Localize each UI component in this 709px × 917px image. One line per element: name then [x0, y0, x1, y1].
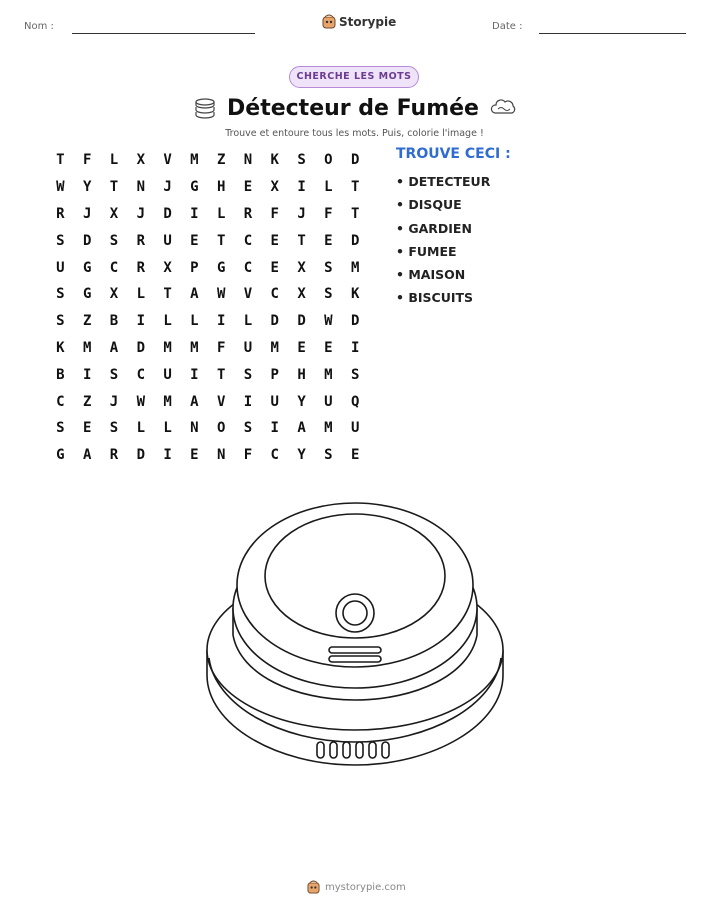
grid-letter[interactable]: S: [56, 313, 65, 330]
grid-letter[interactable]: E: [243, 179, 253, 196]
grid-letter[interactable]: L: [216, 205, 226, 222]
grid-letter[interactable]: U: [243, 339, 253, 356]
grid-letter[interactable]: S: [109, 366, 119, 383]
grid-letter[interactable]: J: [297, 205, 306, 222]
grid-letter[interactable]: M: [190, 339, 199, 356]
grid-letter[interactable]: J: [109, 393, 119, 410]
storypie-logo-icon: [322, 14, 336, 30]
grid-letter[interactable]: Q: [350, 393, 360, 410]
grid-letter[interactable]: C: [243, 232, 253, 249]
grid-letter[interactable]: G: [82, 259, 92, 276]
grid-letter[interactable]: E: [270, 259, 279, 276]
grid-letter[interactable]: N: [136, 179, 145, 196]
grid-letter[interactable]: W: [216, 286, 226, 303]
grid-letter[interactable]: T: [163, 286, 172, 303]
grid-letter[interactable]: R: [109, 447, 119, 464]
grid-letter[interactable]: Y: [297, 393, 306, 410]
grid-letter[interactable]: L: [243, 313, 253, 330]
grid-letter[interactable]: T: [109, 179, 119, 196]
date-label: Date :: [492, 21, 523, 32]
grid-letter[interactable]: U: [163, 232, 172, 249]
grid-letter[interactable]: X: [270, 179, 279, 196]
grid-letter[interactable]: A: [190, 393, 199, 410]
grid-letter[interactable]: L: [324, 179, 333, 196]
grid-letter[interactable]: M: [82, 339, 92, 356]
grid-letter[interactable]: R: [56, 205, 65, 222]
grid-letter[interactable]: M: [163, 393, 172, 410]
grid-letter[interactable]: S: [109, 420, 119, 437]
grid-letter[interactable]: Z: [82, 313, 92, 330]
grid-letter[interactable]: X: [109, 205, 119, 222]
grid-letter[interactable]: B: [109, 313, 119, 330]
grid-letter[interactable]: S: [109, 232, 119, 249]
grid-letter[interactable]: I: [163, 447, 172, 464]
grid-letter[interactable]: K: [56, 339, 65, 356]
grid-letter[interactable]: R: [136, 259, 145, 276]
grid-letter[interactable]: U: [324, 393, 333, 410]
grid-letter[interactable]: O: [216, 420, 226, 437]
grid-letter[interactable]: E: [324, 232, 333, 249]
grid-letter[interactable]: J: [136, 205, 145, 222]
grid-letter[interactable]: C: [56, 393, 65, 410]
grid-row: [47, 281, 369, 308]
grid-letter[interactable]: X: [297, 286, 306, 303]
grid-letter[interactable]: I: [216, 313, 226, 330]
grid-letter[interactable]: S: [56, 232, 65, 249]
grid-letter[interactable]: S: [243, 420, 253, 437]
grid-letter[interactable]: X: [163, 259, 172, 276]
grid-letter[interactable]: O: [324, 152, 333, 169]
word-list-item: • MAISON: [396, 267, 466, 283]
grid-row: [47, 254, 369, 281]
word-list: [396, 170, 490, 310]
grid-letter[interactable]: D: [136, 447, 145, 464]
grid-letter[interactable]: M: [350, 259, 360, 276]
grid-letter[interactable]: G: [82, 286, 92, 303]
grid-letter[interactable]: U: [56, 259, 65, 276]
grid-letter[interactable]: F: [243, 447, 253, 464]
grid-letter[interactable]: D: [297, 313, 306, 330]
grid-letter[interactable]: G: [216, 259, 226, 276]
brand-name: Storypie: [339, 15, 397, 29]
footer: [307, 880, 406, 895]
grid-letter[interactable]: J: [82, 205, 92, 222]
grid-letter[interactable]: M: [324, 366, 333, 383]
grid-letter[interactable]: N: [216, 447, 226, 464]
grid-letter[interactable]: F: [82, 152, 92, 169]
grid-letter[interactable]: J: [163, 179, 172, 196]
grid-letter[interactable]: E: [270, 232, 279, 249]
grid-letter[interactable]: B: [56, 366, 65, 383]
page-title: Détecteur de Fumée: [227, 95, 479, 121]
grid-letter[interactable]: X: [109, 286, 119, 303]
grid-letter[interactable]: S: [56, 420, 65, 437]
word-search-grid: [47, 147, 369, 469]
grid-row: [47, 335, 369, 362]
storypie-logo-icon: [307, 880, 320, 895]
grid-letter[interactable]: G: [190, 179, 199, 196]
grid-letter[interactable]: L: [163, 313, 172, 330]
grid-row: [47, 201, 369, 228]
footer-url: mystorypie.com: [325, 882, 406, 893]
grid-letter[interactable]: I: [243, 393, 253, 410]
name-label: Nom :: [24, 21, 54, 32]
grid-letter[interactable]: E: [82, 420, 92, 437]
title-row: [180, 92, 530, 124]
grid-letter[interactable]: L: [190, 313, 199, 330]
grid-letter[interactable]: T: [350, 179, 360, 196]
grid-letter[interactable]: D: [350, 232, 360, 249]
grid-row: [47, 147, 369, 174]
grid-letter[interactable]: K: [350, 286, 360, 303]
brand-logo: [322, 14, 396, 30]
grid-letter[interactable]: P: [190, 259, 199, 276]
grid-letter[interactable]: A: [190, 286, 199, 303]
grid-row: [47, 361, 369, 388]
grid-letter[interactable]: W: [136, 393, 145, 410]
grid-letter[interactable]: U: [163, 366, 172, 383]
grid-letter[interactable]: T: [350, 205, 360, 222]
grid-letter[interactable]: X: [297, 259, 306, 276]
grid-letter[interactable]: L: [136, 286, 145, 303]
grid-letter[interactable]: V: [163, 152, 172, 169]
smoke-detector-illustration: [195, 490, 515, 780]
grid-letter[interactable]: H: [216, 179, 226, 196]
grid-letter[interactable]: C: [243, 259, 253, 276]
grid-letter[interactable]: I: [136, 313, 145, 330]
grid-letter[interactable]: V: [243, 286, 253, 303]
grid-letter[interactable]: E: [190, 232, 199, 249]
word-list-item: • DETECTEUR: [396, 174, 491, 189]
grid-letter[interactable]: I: [82, 366, 92, 383]
grid-letter[interactable]: R: [243, 205, 253, 222]
grid-letter[interactable]: Z: [82, 393, 92, 410]
grid-letter[interactable]: T: [216, 232, 226, 249]
grid-letter[interactable]: D: [350, 152, 360, 169]
grid-letter[interactable]: E: [297, 339, 306, 356]
grid-letter[interactable]: F: [216, 339, 226, 356]
grid-letter[interactable]: T: [297, 232, 306, 249]
grid-letter[interactable]: E: [324, 339, 333, 356]
category-badge: CHERCHE LES MOTS: [289, 66, 419, 88]
grid-letter[interactable]: P: [270, 366, 279, 383]
word-list-item: • FUMEE: [396, 243, 457, 259]
grid-letter[interactable]: M: [190, 152, 199, 169]
grid-letter[interactable]: T: [216, 366, 226, 383]
grid-letter[interactable]: D: [82, 232, 92, 249]
grid-letter[interactable]: I: [190, 205, 199, 222]
grid-letter[interactable]: C: [109, 259, 119, 276]
grid-letter[interactable]: U: [270, 393, 279, 410]
grid-letter[interactable]: Y: [297, 447, 306, 464]
name-line[interactable]: [72, 33, 255, 34]
grid-row: [47, 227, 369, 254]
grid-letter[interactable]: G: [56, 447, 65, 464]
grid-letter[interactable]: M: [163, 339, 172, 356]
grid-letter[interactable]: S: [350, 366, 360, 383]
grid-letter[interactable]: F: [270, 205, 279, 222]
grid-letter[interactable]: S: [297, 152, 306, 169]
grid-letter[interactable]: E: [350, 447, 360, 464]
grid-letter[interactable]: D: [270, 313, 279, 330]
smoke-cloud-icon: [489, 97, 517, 119]
grid-letter[interactable]: F: [324, 205, 333, 222]
grid-letter[interactable]: Z: [216, 152, 226, 169]
date-line[interactable]: [539, 33, 686, 34]
grid-letter[interactable]: L: [109, 152, 119, 169]
grid-letter[interactable]: M: [270, 339, 279, 356]
grid-letter[interactable]: L: [136, 420, 145, 437]
grid-letter[interactable]: I: [270, 420, 279, 437]
word-list-item: • GARDIEN: [396, 220, 472, 236]
instructions: Trouve et entoure tous les mots. Puis, colorie l'image !: [225, 128, 484, 139]
word-list-title: TROUVE CECI :: [396, 146, 511, 162]
grid-letter[interactable]: D: [350, 313, 360, 330]
word-list-item: • BISCUITS: [396, 290, 474, 306]
grid-letter[interactable]: I: [350, 339, 360, 356]
grid-letter[interactable]: S: [324, 259, 333, 276]
grid-letter[interactable]: W: [56, 179, 65, 196]
grid-letter[interactable]: U: [350, 420, 360, 437]
grid-row: [47, 415, 369, 442]
grid-letter[interactable]: S: [324, 447, 333, 464]
grid-letter[interactable]: A: [109, 339, 119, 356]
grid-row: [47, 442, 369, 469]
grid-row: [47, 174, 369, 201]
grid-letter[interactable]: D: [163, 205, 172, 222]
grid-letter[interactable]: W: [324, 313, 333, 330]
grid-letter[interactable]: S: [56, 286, 65, 303]
grid-letter[interactable]: V: [216, 393, 226, 410]
grid-letter[interactable]: N: [243, 152, 253, 169]
word-list-item: • DISQUE: [396, 197, 462, 213]
grid-letter[interactable]: C: [270, 286, 279, 303]
grid-letter[interactable]: I: [297, 179, 306, 196]
grid-letter[interactable]: N: [190, 420, 199, 437]
grid-row: [47, 308, 369, 335]
grid-letter[interactable]: C: [270, 447, 279, 464]
grid-letter[interactable]: K: [270, 152, 279, 169]
grid-letter[interactable]: Y: [82, 179, 92, 196]
grid-letter[interactable]: R: [136, 232, 145, 249]
grid-letter[interactable]: S: [324, 286, 333, 303]
grid-letter[interactable]: E: [190, 447, 199, 464]
grid-letter[interactable]: M: [324, 420, 333, 437]
grid-row: [47, 388, 369, 415]
grid-letter[interactable]: H: [297, 366, 306, 383]
grid-letter[interactable]: A: [297, 420, 306, 437]
grid-letter[interactable]: X: [136, 152, 145, 169]
grid-letter[interactable]: S: [243, 366, 253, 383]
grid-letter[interactable]: T: [56, 152, 65, 169]
grid-letter[interactable]: D: [136, 339, 145, 356]
cookie-stack-icon: [193, 96, 217, 120]
grid-letter[interactable]: I: [190, 366, 199, 383]
grid-letter[interactable]: C: [136, 366, 145, 383]
grid-letter[interactable]: A: [82, 447, 92, 464]
grid-letter[interactable]: L: [163, 420, 172, 437]
